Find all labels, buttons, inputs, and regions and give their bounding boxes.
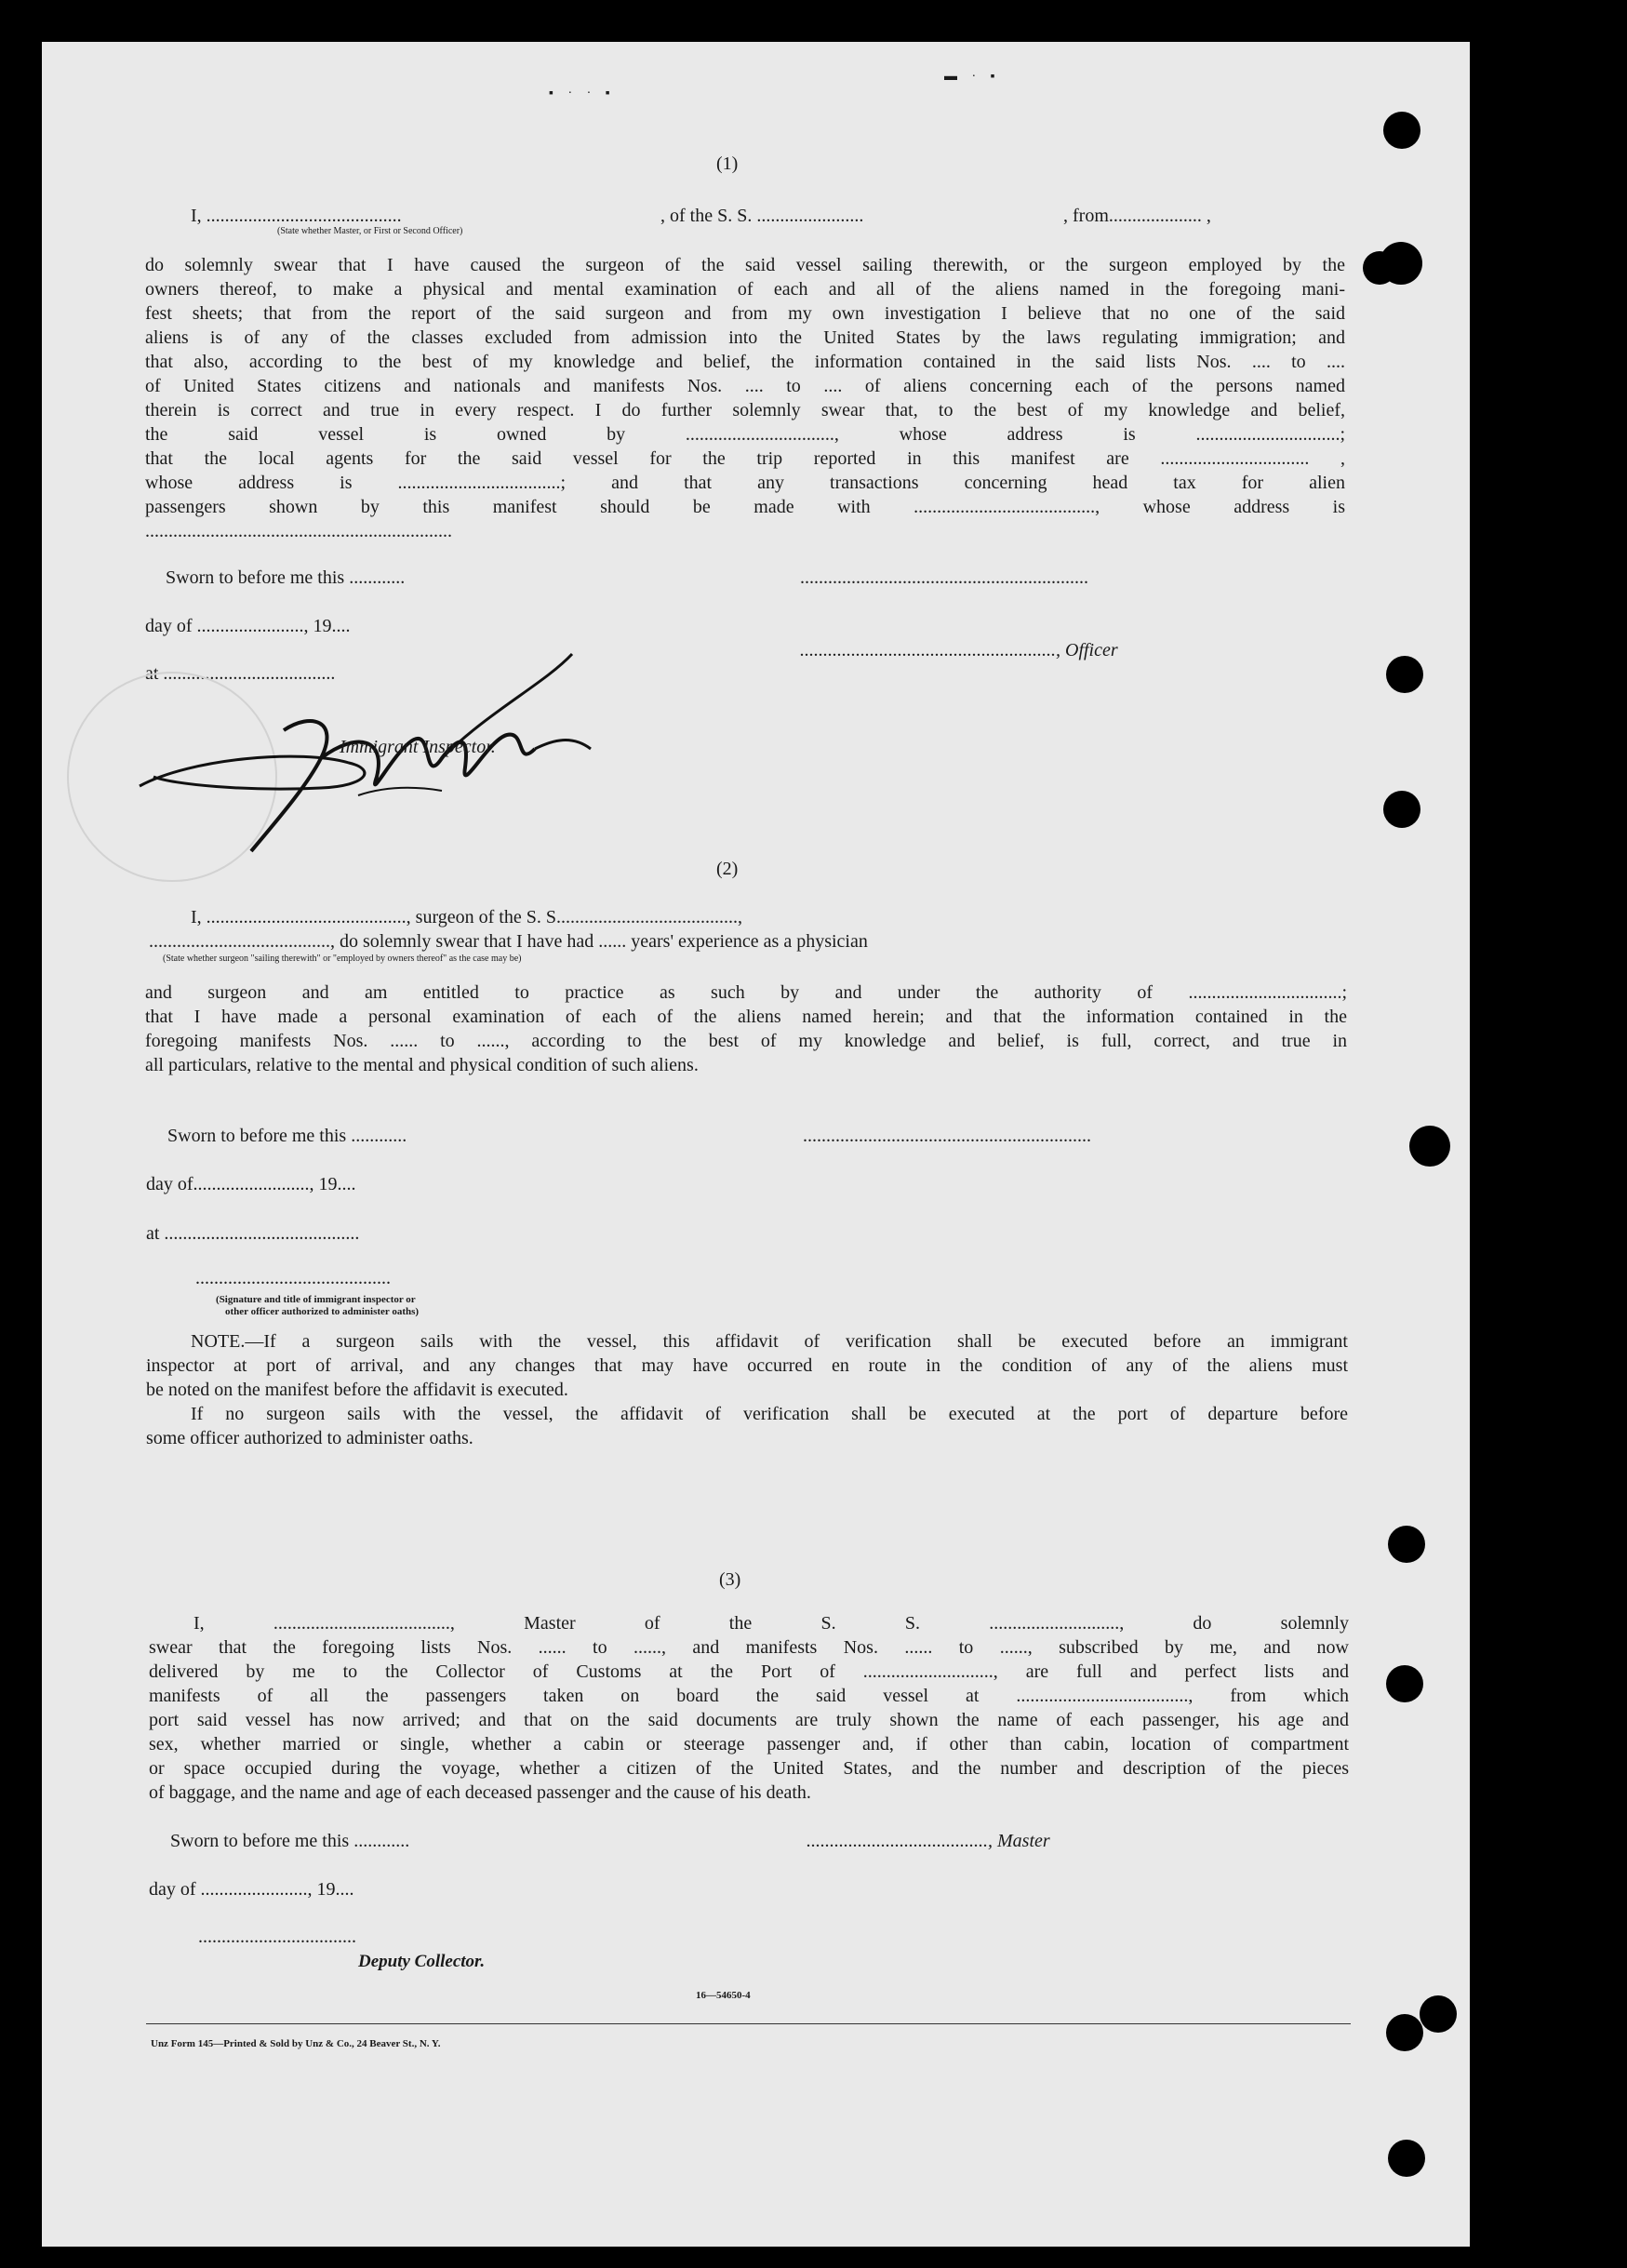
text-line: manifests of all the passengers taken on board the said vessel at ....................................., from which <box>149 1686 1349 1706</box>
punch-hole <box>1386 2014 1423 2051</box>
text-line: that the local agents for the said vessel for the trip reported in this manifest are ................................ , <box>145 448 1345 469</box>
text-line: sex, whether married or single, whether a cabin or steerage passenger and, if other than cabin, location of compartment <box>149 1734 1349 1754</box>
section-2-sworn-signature-line: .............................................................. <box>803 1126 1091 1146</box>
section-1-officer-line: ......................................................., Officer <box>800 640 1118 660</box>
section-1-sworn-signature-line: .............................................................. <box>800 567 1088 588</box>
text-line: all particulars, relative to the mental and physical condition of such aliens. <box>145 1055 699 1075</box>
text-line: therein is correct and true in every respect. I do further solemnly swear that, to the best of my knowledge and belief, <box>145 400 1345 420</box>
print-marks-left: ▪ · · ▪ <box>549 87 616 100</box>
form-code: 16—54650-4 <box>696 1990 751 2001</box>
punch-hole <box>1386 1665 1423 1702</box>
punch-hole <box>1388 2140 1425 2177</box>
section-1-number: (1) <box>716 153 739 174</box>
text-line: that I have made a personal examination of each of the aliens named herein; and that the information contained in the <box>145 1007 1347 1027</box>
text-line: owners thereof, to make a physical and mental examination of each and all of the aliens named in the foregoing mani- <box>145 279 1345 300</box>
punch-hole <box>1386 656 1423 693</box>
punch-hole <box>1420 1995 1457 2033</box>
text-line: aliens is of any of the classes excluded from admission into the United States by the laws regulating immigration; and <box>145 327 1345 348</box>
section-1-inspector-title: Immigrant Inspector. <box>340 737 496 757</box>
section-1-sworn: Sworn to before me this ............ <box>166 567 406 588</box>
printer-imprint: Unz Form 145—Printed & Sold by Unz & Co., 24 Beaver St., N. Y. <box>151 2038 441 2049</box>
section-1-line-1-start: I, .......................................... <box>191 206 402 226</box>
text-line: be noted on the manifest before the affidavit is executed. <box>146 1380 568 1400</box>
section-1-line-1-end: , from.................... , <box>1063 206 1211 226</box>
text-line: If no surgeon sails with the vessel, the affidavit of verification shall be executed at the port of departure before <box>191 1404 1348 1424</box>
section-1-at: at ..................................... <box>145 663 336 684</box>
section-2-signature-caption-1: (Signature and title of immigrant inspector or <box>216 1294 416 1305</box>
text-line: or space occupied during the voyage, whether a citizen of the United States, and the number and description of the pieces <box>149 1758 1349 1779</box>
text-line: delivered by me to the Collector of Customs at the Port of ............................, are full and perfect lists and <box>149 1661 1349 1682</box>
section-2-signature-dots: .......................................... <box>195 1268 391 1288</box>
text-line: and surgeon and am entitled to practice as such by and under the authority of .................................; <box>145 982 1347 1003</box>
text-line: some officer authorized to administer oaths. <box>146 1428 473 1448</box>
section-2-day: day of........................., 19.... <box>146 1174 356 1194</box>
section-2-paragraph <box>145 981 1347 1077</box>
text-line: port said vessel has now arrived; and that on the said documents are truly shown the name of each passenger, his age and <box>149 1710 1349 1730</box>
punch-hole <box>1383 791 1420 828</box>
text-line: of baggage, and the name and age of each deceased passenger and the cause of his death. <box>149 1782 811 1803</box>
text-line: .................................................................. <box>145 521 452 541</box>
punch-hole <box>1388 1526 1425 1563</box>
text-line: swear that the foregoing lists Nos. ...... to ......, and manifests Nos. ...... to ......, subscribed by me, and now <box>149 1637 1349 1658</box>
section-3-paragraph <box>149 1611 1349 1805</box>
section-2-sworn: Sworn to before me this ............ <box>167 1126 407 1146</box>
footer-rule <box>146 2023 1351 2024</box>
section-3-collector-title: Deputy Collector. <box>358 1952 486 1971</box>
section-2-number: (2) <box>716 859 739 879</box>
text-line: whose address is ...................................; and that any transactions concerning head tax for alien <box>145 473 1345 493</box>
punch-hole <box>1363 251 1396 285</box>
section-2-signature-caption-2: other officer authorized to administer oaths) <box>225 1306 420 1317</box>
punch-hole <box>1409 1126 1450 1167</box>
punch-hole <box>1383 112 1420 149</box>
text-line: do solemnly swear that I have caused the surgeon of the said vessel sailing therewith, or the surgeon employed by the <box>145 255 1345 275</box>
text-line: that also, according to the best of my knowledge and belief, the information contained in the said lists Nos. .... to .... <box>145 352 1345 372</box>
section-3-day: day of ......................., 19.... <box>149 1879 354 1900</box>
section-2-line-2-caption: (State whether surgeon "sailing therewith" or "employed by owners thereof" as the case may be) <box>163 954 522 964</box>
section-3-number: (3) <box>719 1569 741 1590</box>
text-line: I, ......................................, Master of the S. S. ............................, do solemnly <box>193 1613 1349 1634</box>
text-line: passengers shown by this manifest should be made with ......................................., whose address is <box>145 497 1345 517</box>
section-2-at: at .......................................... <box>146 1223 360 1244</box>
text-line: of United States citizens and nationals and manifests Nos. .... to .... of aliens concerning each of the persons named <box>145 376 1345 396</box>
text-line: inspector at port of arrival, and any changes that may have occurred en route in the condition of any of the aliens must <box>146 1355 1348 1376</box>
section-3-sworn: Sworn to before me this ............ <box>170 1831 410 1851</box>
section-1-line-1-mid: , of the S. S. ....................... <box>660 206 864 226</box>
section-1-day: day of ......................., 19.... <box>145 616 351 636</box>
section-2-line-1: I, ..........................................., surgeon of the S. S......................................., <box>191 907 742 927</box>
document-page <box>42 42 1470 2247</box>
text-line: NOTE.—If a surgeon sails with the vessel, this affidavit of verification shall be executed before an immigrant <box>191 1331 1348 1352</box>
section-1-paragraph <box>145 253 1345 543</box>
text-line: the said vessel is owned by ................................, whose address is ...............................; <box>145 424 1345 445</box>
section-3-collector-dots: .................................. <box>198 1927 356 1947</box>
print-marks-right: ▬ · ▪ <box>944 70 1001 84</box>
text-line: fest sheets; that from the report of the said surgeon and from my own investigation I believe that no one of the said <box>145 303 1345 324</box>
section-2-note <box>146 1329 1348 1450</box>
section-1-line-1-caption: (State whether Master, or First or Second Officer) <box>277 226 463 236</box>
section-3-master-line: ......................................., Master <box>807 1831 1050 1851</box>
text-line: foregoing manifests Nos. ...... to ......, according to the best of my knowledge and belief, is full, correct, and true in <box>145 1031 1347 1051</box>
section-2-line-2: ......................................., do solemnly swear that I have had ...... years' experience as a physician <box>149 931 868 952</box>
